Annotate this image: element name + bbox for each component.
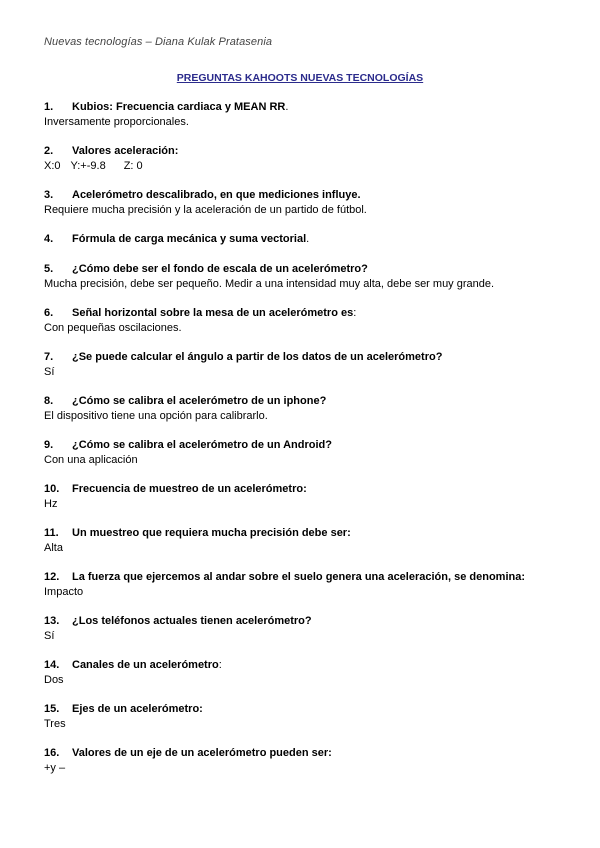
question-tail: : [353,307,357,319]
question-11 [44,526,564,541]
answer-15: Tres [44,718,66,730]
question-number: 12. [44,571,60,583]
question-number: 16. [44,747,60,759]
question-text: ¿Se puede calcular el ángulo a partir de los datos de un acelerómetro? [72,351,443,363]
question-text: ¿Cómo debe ser el fondo de escala de un acelerómetro? [72,263,368,275]
question-text: ¿Cómo se calibra el acelerómetro de un Android? [72,439,332,451]
answer-z: Z: 0 [123,160,143,172]
question-text: Acelerómetro descalibrado, en que mediciones influye. [72,189,361,201]
answer-6: Con pequeñas oscilaciones. [44,322,182,334]
answer-y: Y:+-9.8 [70,160,106,172]
question-number: 10. [44,483,60,495]
answer-10: Hz [44,498,58,510]
question-text: Un muestreo que requiera mucha precisión debe ser: [72,527,351,539]
qa-item-6 [44,306,564,336]
answer-5: Mucha precisión, debe ser pequeño. Medir a una intensidad muy alta, debe ser muy grande. [44,278,495,290]
answer-x: X:0 [44,160,61,172]
qa-item-8 [44,394,564,424]
question-number: 2. [44,145,54,157]
answer-7: Sí [44,366,55,378]
question-text: Kubios: Frecuencia cardiaca y MEAN RR [72,101,286,113]
qa-item-9 [44,438,564,468]
qa-item-14 [44,658,564,688]
question-text: Valores de un eje de un acelerómetro pueden ser: [72,747,332,759]
question-14 [44,658,564,673]
qa-item-12 [44,570,564,600]
question-number: 5. [44,263,54,275]
question-9 [44,438,564,453]
question-2 [44,144,564,159]
question-1 [44,100,564,115]
question-text: Canales de un acelerómetro [72,659,219,671]
question-16 [44,746,564,761]
qa-item-1 [44,100,564,130]
question-13 [44,614,564,629]
question-number: 1. [44,101,54,113]
question-tail: . [306,233,310,245]
question-15 [44,702,564,717]
question-4 [44,232,564,247]
answer-2 [44,159,564,174]
answer-13: Sí [44,630,55,642]
qa-item-4 [44,232,564,247]
question-3 [44,188,564,203]
answer-12: Impacto [44,586,84,598]
question-tail: . [285,101,289,113]
qa-item-3 [44,188,564,218]
question-6 [44,306,564,321]
question-12 [44,570,564,585]
answer-9: Con una aplicación [44,454,138,466]
question-number: 9. [44,439,54,451]
question-text: ¿Cómo se calibra el acelerómetro de un iphone? [72,395,327,407]
answer-1: Inversamente proporcionales. [44,116,189,128]
qa-item-13 [44,614,564,644]
question-text: Fórmula de carga mecánica y suma vectorial [72,233,307,245]
question-text: Ejes de un acelerómetro: [72,703,203,715]
question-tail: : [218,659,222,671]
answer-14: Dos [44,674,64,686]
document-title: PREGUNTAS KAHOOTS NUEVAS TECNOLOGÍAS [176,72,424,84]
question-10 [44,482,564,497]
answer-16: +y – [44,762,66,774]
qa-item-11 [44,526,564,556]
qa-item-16 [44,746,564,776]
qa-item-2 [44,144,564,174]
question-number: 6. [44,307,54,319]
question-text: Señal horizontal sobre la mesa de un acelerómetro es [72,307,354,319]
question-number: 7. [44,351,54,363]
qa-item-5 [44,262,564,292]
question-text: ¿Los teléfonos actuales tienen acelerómetro? [72,615,312,627]
answer-8: El dispositivo tiene una opción para calibrarlo. [44,410,268,422]
qa-item-15 [44,702,564,732]
question-text: Valores aceleración: [72,145,179,157]
question-7 [44,350,564,365]
question-text: Frecuencia de muestreo de un acelerómetro: [72,483,307,495]
question-text: La fuerza que ejercemos al andar sobre el suelo genera una aceleración, se denomina: [72,571,526,583]
question-5 [44,262,564,277]
question-8 [44,394,564,409]
qa-item-7 [44,350,564,380]
answer-3: Requiere mucha precisión y la aceleración de un partido de fútbol. [44,204,367,216]
question-number: 3. [44,189,54,201]
question-number: 4. [44,233,54,245]
question-number: 8. [44,395,54,407]
question-number: 15. [44,703,60,715]
question-number: 14. [44,659,60,671]
document-header: Nuevas tecnologías – Diana Kulak Pratasenia [44,36,273,48]
answer-11: Alta [44,542,63,554]
question-number: 13. [44,615,60,627]
question-number: 11. [44,527,59,539]
qa-item-10 [44,482,564,512]
